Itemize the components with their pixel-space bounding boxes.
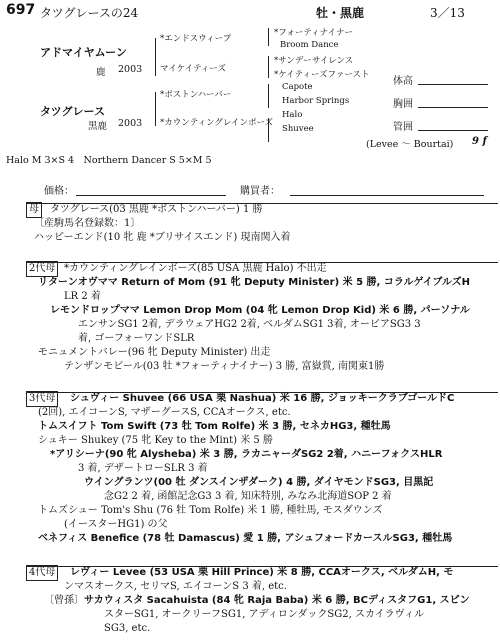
dam-sire: *ボストンハーバー — [160, 90, 232, 100]
pedigree-bracket — [268, 84, 269, 108]
dd-dam: Shuvee — [282, 124, 314, 134]
price-label: 価格： — [44, 186, 74, 197]
girth-field[interactable] — [418, 107, 488, 108]
gen3-line-7: ウイングランツ(00 牡 ダンスインザダーク) 4 勝, ダイヤモンドSG3, 目黒記 — [84, 477, 434, 488]
gen2-line-1: *カウンティングレインボーズ(85 USA 黒鹿 Halo) 不出走 — [64, 263, 327, 274]
dam-color: 黒鹿 — [88, 121, 108, 132]
dam-line-3: ハッピーエンド(10 牝 鹿 *ブリサイスエンド) 現南関入着 — [34, 232, 291, 243]
birth-date: 3／13 — [430, 6, 465, 20]
pedigree-bracket — [155, 38, 156, 76]
gen4-section-label: 4代母 — [26, 565, 58, 581]
gen2-line-8: テンザンモビール(03 牡 *フォーティナイナー) 3 勝, 富嶽賞, 南関東1勝 — [64, 361, 385, 372]
gen4-line-5: スターSG1, オークリーフSG1, アディロンダックSG2, スカイラヴィル — [104, 609, 425, 620]
gen4-line-3: 〔曾孫〕 — [44, 595, 84, 606]
dd-sire: Halo — [282, 110, 303, 120]
gen4-line-4: サカウィスタ Sacahuista (84 牝 Raja Baba) 米 6 勝, BCディスタフG1, スピン — [84, 595, 470, 606]
sd-dam: *ケイティーズファースト — [274, 70, 370, 80]
gen3-line-6: 3 着, デザートローSLR 3 着 — [78, 463, 208, 474]
ds-sire: Capote — [282, 82, 313, 92]
cannon-field[interactable] — [418, 130, 488, 131]
gen3-line-10: (イースターHG1) の父 — [64, 519, 168, 530]
price-field[interactable] — [76, 195, 226, 196]
gen2-line-2: リターンオヴママ Return of Mom (91 牝 Deputy Minister) 米 5 勝, コラルゲイブルズH — [38, 277, 471, 288]
gen3-line-5: *アリシーナ(90 牝 Alysheba) 米 3 勝, ラカニャーダSG2 2着, ハニーフォクスHLR — [50, 449, 443, 460]
dam-line-1: タツグレース(03 黒鹿 *ボストンハーバー) 1 勝 — [50, 204, 263, 215]
gen2-line-3: LR 2 着 — [64, 291, 101, 302]
dam-dam: *カウンティングレインボーズ — [160, 118, 274, 128]
gen3-line-2: (2回), エイコーンS, マザーグースS, CCAオークス, etc. — [38, 407, 291, 418]
gen3-line-3: トムスイフト Tom Swift (73 牡 Tom Rolfe) 米 3 勝, セネカHG3, 種牡馬 — [38, 421, 391, 432]
buyer-field[interactable] — [290, 195, 484, 196]
dam-name: タツグレース — [40, 105, 106, 118]
gen3-line-4: シュキー Shukey (75 牝 Key to the Mint) 米 5 勝 — [38, 435, 273, 446]
sire-year: 2003 — [118, 64, 143, 75]
height-field[interactable] — [418, 84, 488, 85]
cannon-label: 管囲 — [393, 122, 413, 133]
gen2-line-6: 着, ゴーフォーワンドSLR — [78, 333, 195, 344]
dam-line-2: 〔産駒馬名登録数：1〕 — [34, 218, 141, 229]
sd-sire: *サンデーサイレンス — [274, 56, 354, 66]
lot-number: 697 — [6, 2, 36, 18]
gen4-line-1: レヴィー Levee (53 USA 栗 Hill Prince) 米 8 勝, CCAオークス, ベルダムH, モ — [70, 567, 454, 578]
gen3-line-8: 念G2 2 着, 函館記念G3 3 着, 知床特別, みなみ北海道SOP 2 着 — [104, 491, 392, 502]
inbreeding-line: Halo M 3×S 4 Northern Dancer S 5×M 5 — [6, 155, 212, 166]
gen3-section-label: 3代母 — [26, 391, 58, 407]
girth-label: 胸囲 — [393, 99, 413, 110]
ssi-sire: *フォーティナイナー — [274, 28, 354, 38]
consignor-line: (Levee ～ Bourtai) — [366, 139, 454, 150]
gen2-line-4: レモンドロップママ Lemon Drop Mom (04 牝 Lemon Drop Kid) 米 6 勝, パーソナル — [50, 305, 470, 316]
pedigree-bracket — [268, 28, 269, 46]
pedigree-bracket — [268, 56, 269, 78]
gen2-line-5: エンサンSG1 2着, デラウェアHG2 2着, ベルダムSG1 3着, オービアSG3 3 — [78, 319, 421, 330]
sire-color: 鹿 — [96, 67, 106, 78]
buyer-label: 購買者： — [240, 186, 280, 197]
sire-sire: *エンドスウィープ — [160, 34, 232, 44]
pedigree-bracket — [155, 92, 156, 126]
gen3-line-9: トムズシュー Tom's Shu (76 牡 Tom Rolfe) 米 1 勝, 種牡馬, モスダウンズ — [38, 505, 383, 516]
dam-section-label: 母 — [26, 202, 42, 218]
family-number: 9 f — [472, 136, 487, 147]
sire-dam: マイケイティーズ — [160, 64, 226, 74]
ssi-dam: Broom Dance — [280, 40, 339, 50]
ds-dam: Harbor Springs — [282, 96, 350, 106]
gen4-line-2: ンマスオークス, セリマS, エイコーンS 3 着, etc. — [64, 581, 287, 592]
gen2-line-7: モニュメントバレー(96 牝 Deputy Minister) 出走 — [38, 347, 271, 358]
horse-name: タツグレースの24 — [40, 6, 139, 20]
sex-color: 牡・黒鹿 — [316, 6, 365, 20]
gen4-line-6: SG3, etc. — [104, 623, 151, 634]
height-label: 体高 — [393, 76, 413, 87]
gen3-line-1: シュヴィー Shuvee (66 USA 栗 Nashua) 米 16 勝, ジョッキークラブゴールドC — [70, 393, 455, 404]
gen2-section-label: 2代母 — [26, 261, 58, 277]
gen3-line-11: ベネフィス Benefice (78 牡 Damascus) 愛 1 勝, アシュフォードカースルSG3, 種牡馬 — [38, 533, 453, 544]
sire-name: アドマイヤムーン — [40, 46, 127, 59]
dam-year: 2003 — [118, 118, 143, 129]
